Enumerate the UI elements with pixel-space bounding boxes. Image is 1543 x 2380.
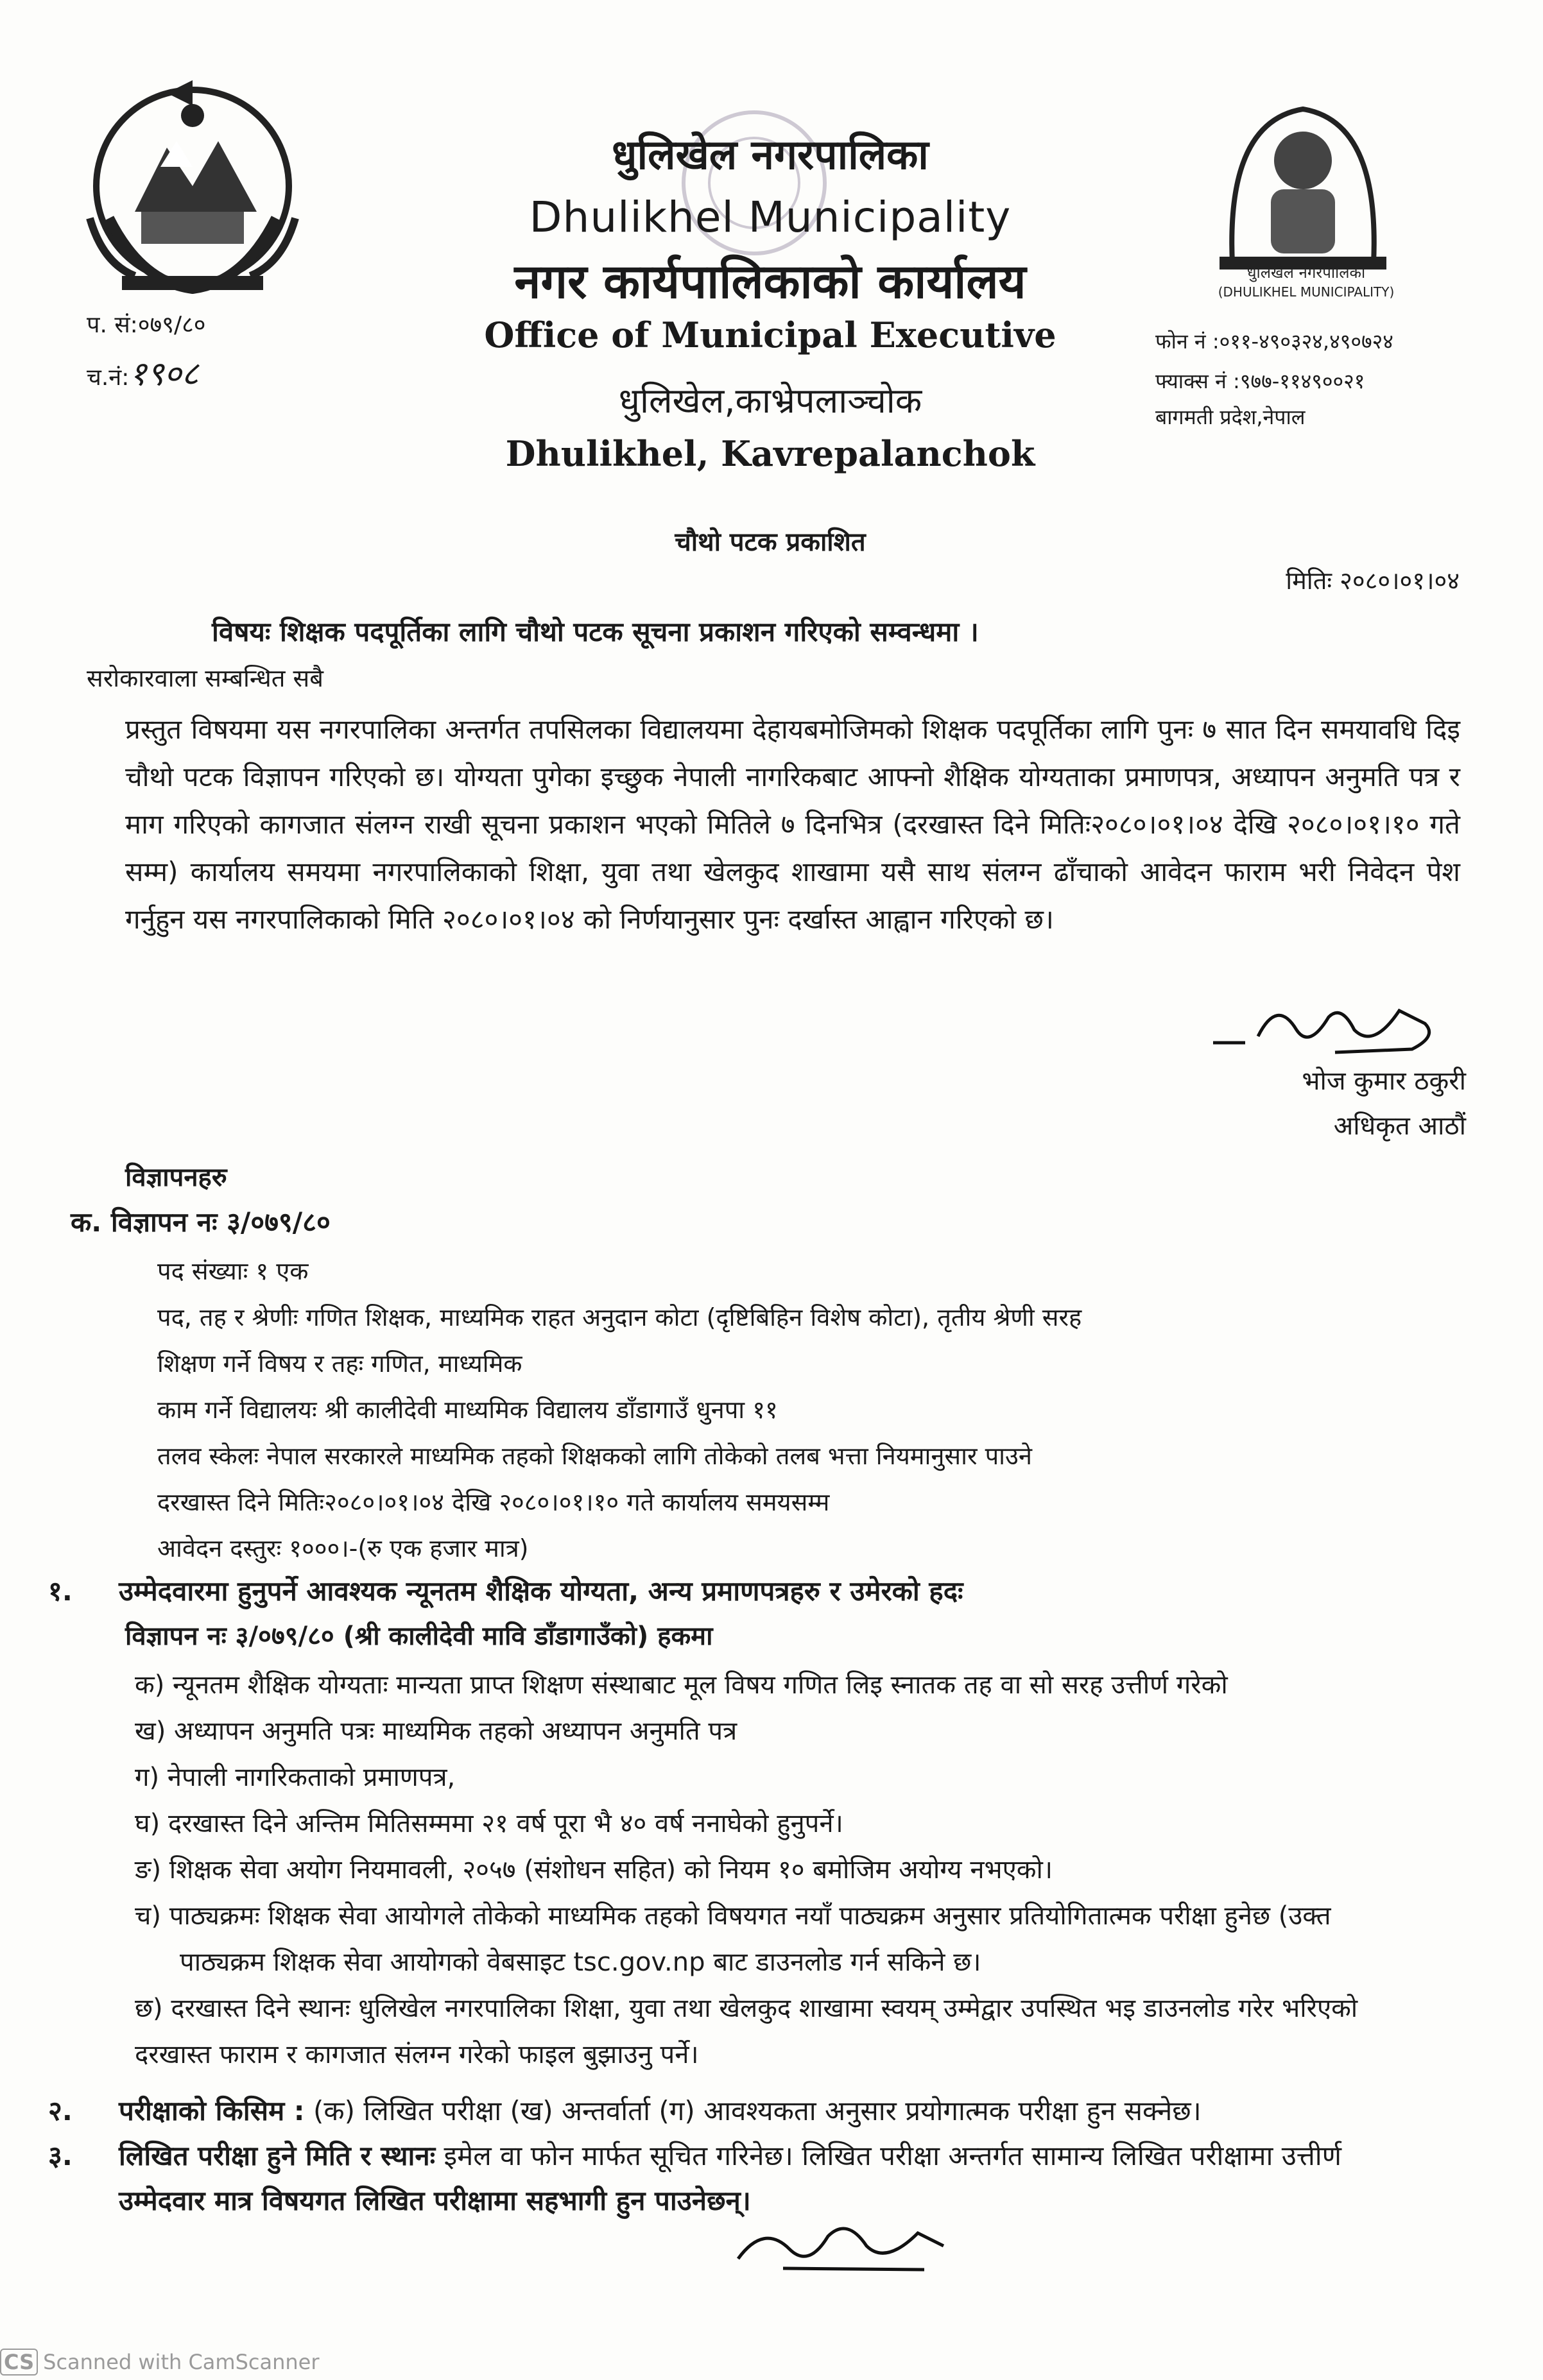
reference-number: प. सं:०७९/८०	[87, 312, 206, 338]
fax-number: फ्याक्स नं :९७७-११४९००२१	[1155, 369, 1365, 393]
signatory-name: भोज कुमार ठकुरी	[1302, 1066, 1466, 1096]
ad-line: पद, तह र श्रेणीः गणित शिक्षक, माध्यमिक राहत अनुदान कोटा (दृष्टिबिहिन विशेष कोटा), तृतीय श्रेणी सरह	[157, 1303, 1082, 1331]
signatory-title: अधिकृत आठौं	[1333, 1111, 1466, 1141]
ad-line: पद संख्याः १ एक	[157, 1257, 309, 1285]
section-3-title: लिखित परीक्षा हुने मिति र स्थानः	[119, 2140, 436, 2171]
notice-body: प्रस्तुत विषयमा यस नगरपालिका अन्तर्गत तपसिलका विद्यालयमा देहायबमोजिमको शिक्षक पदपूर्तिका लागि पुनः ७ सात दिन समयावधि दिइ चौथो पटक विज्ञापन गरिएको छ। योग्यता पुगेका इच्छुक नेपाली नागरिकबाट आफ्नो शैक्षिक योग्यताका प्रमाणपत्र, अध्यापन अनुमति पत्र र माग गरिएको कागजात संलग्न राखी सूचना प्रकाशन भएको मितिले ७ दिनभित्र (दरखास्त दिने मितिः२०८०।०१।०४ देखि २०८०।०१।१० गते सम्म) कार्यालय समयमा नगरपालिकाको शिक्षा, युवा तथा खेलकुद शाखामा यसै साथ संलग्न ढाँचाको आवेदन फाराम भरी निवेदन पेश गर्नुहुन यस नगरपालिकाको मिति २०८०।०१।०४ को निर्णयानुसार पुनः दर्खास्त आह्वान गरिएको छ।	[125, 714, 1460, 935]
ad-line: काम गर्ने विद्यालयः श्री कालीदेवी माध्यमिक विद्यालय डाँडागाउँ धुनपा ११	[157, 1396, 778, 1424]
ad-details	[157, 1248, 1082, 1571]
section-1-heading	[48, 1572, 963, 1609]
section-3-text: इमेल वा फोन मार्फत सूचित गरिनेछ। लिखित परीक्षा अन्तर्गत सामान्य लिखित परीक्षामा उत्तीर्ण	[435, 2140, 1342, 2171]
scanner-footer	[0, 2349, 319, 2376]
section-1-title: उम्मेदवारमा हुनुपर्ने आवश्यक न्यूनतम शैक्षिक योग्यता, अन्य प्रमाणपत्रहरु र उमेरको हदः	[119, 1575, 963, 1607]
section-2-text: (क) लिखित परीक्षा (ख) अन्तर्वार्ता (ग) आवश्यकता अनुसार प्रयोगात्मक परीक्षा हुन सक्नेछ।	[304, 2095, 1202, 2127]
section-1-subheading: विज्ञापन नः ३/०७९/८० (श्री कालीदेवी मावि डाँडागाउँको) हकमा	[125, 1622, 713, 1651]
municipality-name-np: धुलिखेल नगरपालिका	[612, 132, 929, 179]
section-1-number: १.	[48, 1575, 73, 1607]
list-item: घ) दरखास्त दिने अन्तिम मितिसम्ममा २१ वर्ष पूरा भै ४० वर्ष ननाघेको हुनुपर्ने।	[135, 1809, 843, 1838]
list-item: ख) अध्यापन अनुमति पत्रः माध्यमिक तहको अध्यापन अनुमति पत्र	[135, 1717, 737, 1746]
province-address: बागमती प्रदेश,नेपाल	[1155, 405, 1306, 429]
signature-2	[732, 2211, 963, 2278]
address-np: धुलिखेल,काभ्रेपलाञ्चोक	[618, 381, 922, 421]
logo-caption-np: धुलिखेल नगरपालिका	[1246, 264, 1366, 282]
dispatch-label: च.नं:	[87, 364, 130, 391]
nepal-emblem-logo	[64, 71, 321, 308]
section-3-number: ३.	[48, 2140, 73, 2171]
ad-line: शिक्षण गर्ने विषय र तहः गणित, माध्यमिक	[157, 1349, 522, 1378]
list-item: क) न्यूनतम शैक्षिक योग्यताः मान्यता प्राप्त शिक्षण संस्थाबाट मूल विषय गणित लिइ स्नातक तह वा सो सरह उत्तीर्ण गरेको	[135, 1670, 1228, 1700]
logo-caption-en: (DHULIKHEL MUNICIPALITY)	[1218, 284, 1395, 300]
notice-subject: विषयः शिक्षक पदपूर्तिका लागि चौथो पटक सूचना प्रकाशन गरिएको सम्वन्धमा ।	[212, 616, 979, 647]
dispatch-value: १९०८	[129, 355, 199, 393]
ad-line: तलव स्केलः नेपाल सरकारले माध्यमिक तहको शिक्षकको लागि तोकेको तलब भत्ता नियमानुसार पाउने	[157, 1442, 1032, 1470]
phone-number: फोन नं :०११-४९०३२४,४९०७२४	[1155, 329, 1393, 354]
camscanner-icon: CS	[0, 2349, 38, 2376]
office-name-np: नगर कार्यपालिकाको कार्यालय	[514, 254, 1026, 309]
dispatch-number	[87, 350, 199, 395]
ads-title: विज्ञापनहरु	[125, 1163, 227, 1192]
section-2-number: २.	[48, 2095, 73, 2127]
list-item-continued: पाठ्यक्रम शिक्षक सेवा आयोगको वेबसाइट tsc.gov.np बाट डाउनलोड गर्न सकिने छ।	[180, 1948, 981, 1977]
list-item-continued: दरखास्त फाराम र कागजात संलग्न गरेको फाइल बुझाउनु पर्ने।	[135, 2040, 699, 2069]
section-2-title: परीक्षाको किसिम :	[119, 2095, 305, 2127]
ad-line: दरखास्त दिने मितिः२०८०।०१।०४ देखि २०८०।०१।१० गते कार्यालय समयसम्म	[157, 1488, 830, 1516]
ad-head: क. विज्ञापन नः ३/०७९/८०	[71, 1206, 331, 1238]
section-2	[48, 2092, 1202, 2128]
ad-line: आवेदन दस्तुरः १०००।-(रु एक हजार मात्र)	[157, 1534, 529, 1562]
salutation: सरोकारवाला सम्बन्धित सबै	[87, 664, 323, 692]
notice-date: मितिः २०८०।०१।०४	[1286, 567, 1460, 595]
list-item: ङ) शिक्षक सेवा अयोग नियमावली, २०५७ (संशोधन सहित) को नियम १० बमोजिम अयोग्य नभएको।	[135, 1855, 1053, 1885]
address-en: Dhulikhel, Kavrepalanchok	[505, 433, 1035, 474]
logo-caption	[1194, 263, 1418, 302]
municipality-name-en: Dhulikhel Municipality	[529, 193, 1012, 242]
section-3	[48, 2137, 1341, 2173]
scanner-text: Scanned with CamScanner	[43, 2350, 320, 2374]
publication-note: चौथो पटक प्रकाशित	[675, 527, 866, 557]
list-item: ग) नेपाली नागरिकताको प्रमाणपत्र,	[135, 1763, 456, 1792]
list-item: च) पाठ्यक्रमः शिक्षक सेवा आयोगले तोकेको माध्यमिक तहको विषयगत नयाँ पाठ्यक्रम अनुसार प्रतियोगितात्मक परीक्षा हुनेछ (उक्त	[135, 1901, 1331, 1931]
signature-1	[1207, 991, 1451, 1062]
requirements-list	[135, 1662, 1358, 2078]
office-name-en: Office of Municipal Executive	[484, 314, 1056, 355]
section-3-text-continued: उम्मेदवार मात्र विषयगत लिखित परीक्षामा सहभागी हुन पाउनेछन्।	[119, 2185, 751, 2216]
list-item: छ) दरखास्त दिने स्थानः धुलिखेल नगरपालिका शिक्षा, युवा तथा खेलकुद शाखामा स्वयम् उम्मेद्वार उपस्थित भइ डाउनलोड गरेर भरिएको	[135, 1994, 1358, 2023]
